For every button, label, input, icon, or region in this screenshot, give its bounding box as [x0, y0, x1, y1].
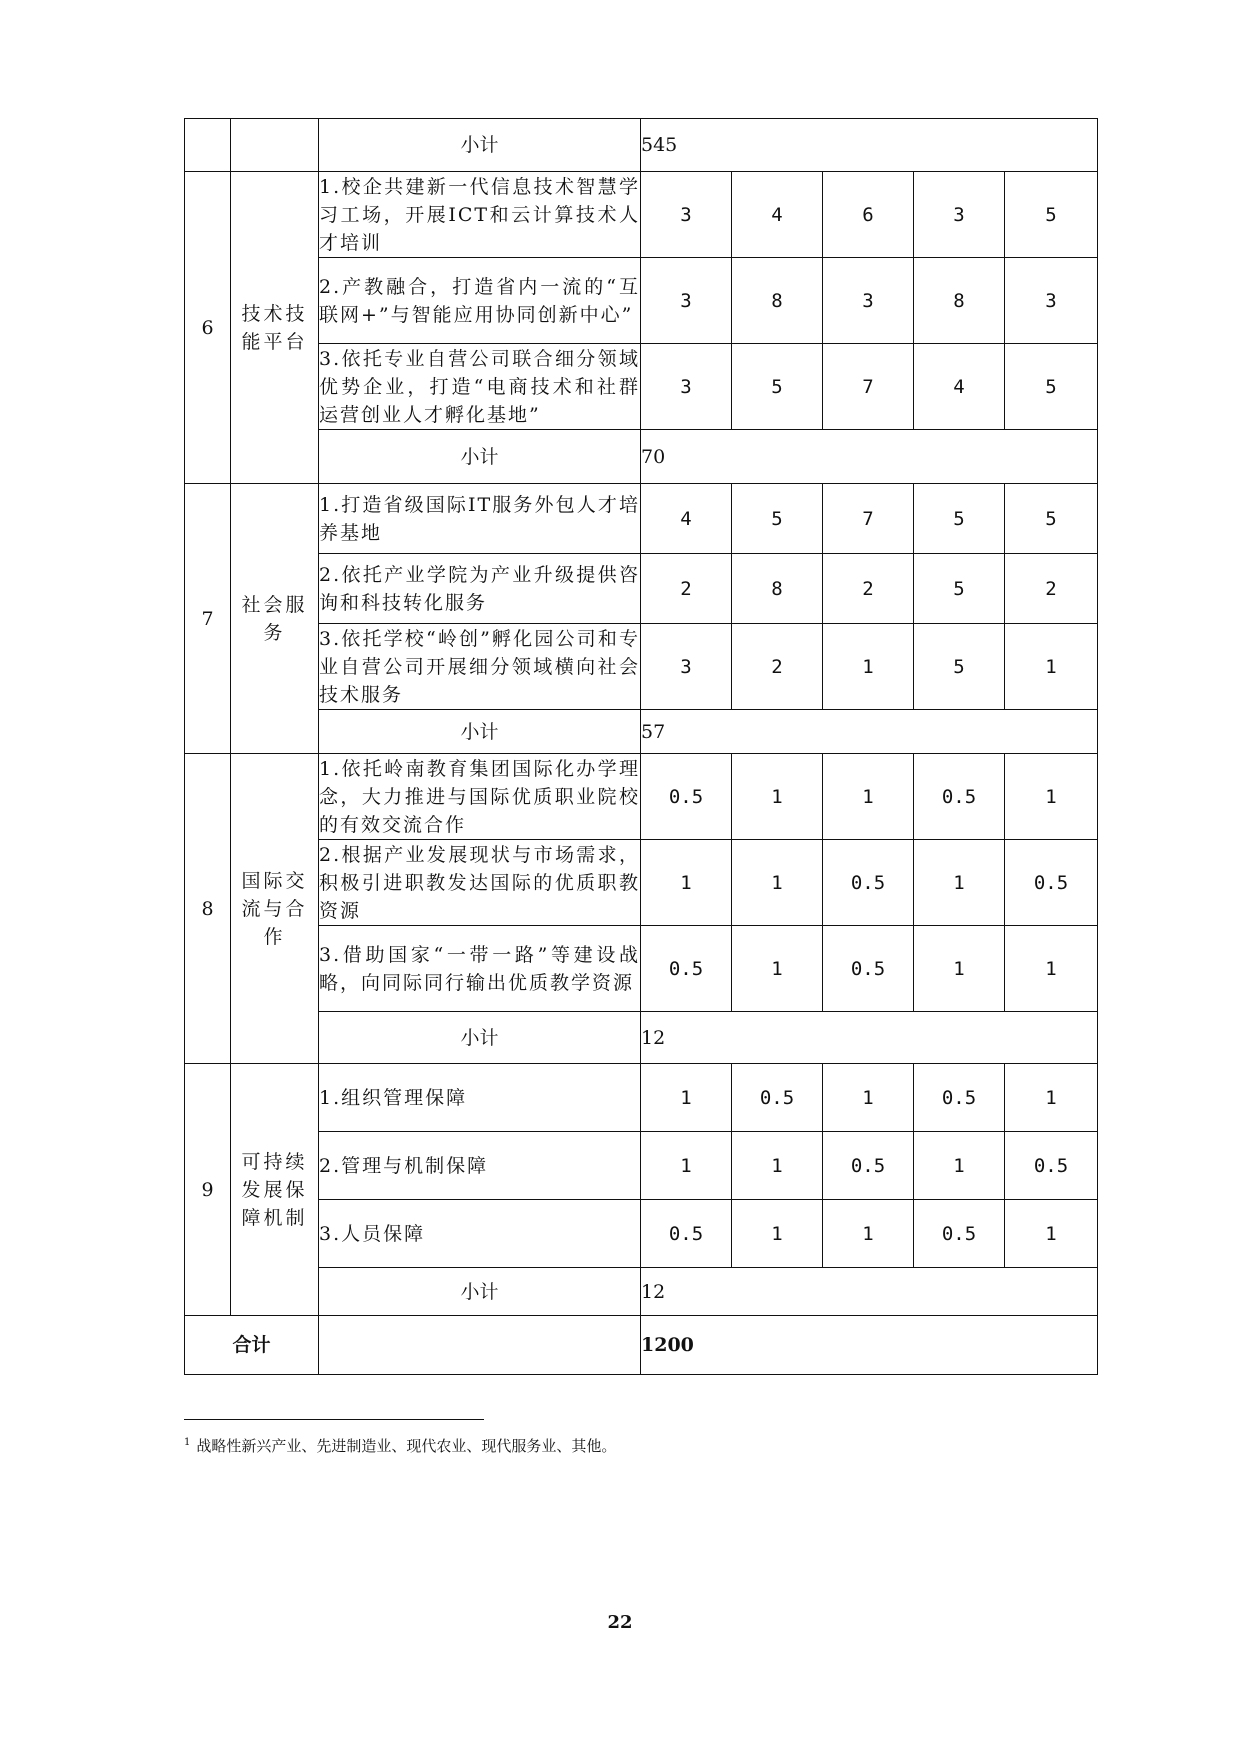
task-value: 1: [914, 926, 1005, 1012]
footnote-text: 战略性新兴产业、先进制造业、现代农业、现代服务业、其他。: [196, 1437, 617, 1455]
task-value: 3: [641, 624, 732, 710]
task-value: 1: [732, 1132, 823, 1200]
task-value: 3: [823, 258, 914, 344]
task-value: 1: [732, 926, 823, 1012]
task-value: 1: [1005, 624, 1098, 710]
task-description: 3.借助国家“一带一路”等建设战略，向同际同行输出优质教学资源: [319, 926, 641, 1012]
table-row: [185, 754, 1098, 840]
task-value: 0.5: [914, 754, 1005, 840]
table-row-subtotal: [185, 430, 1098, 484]
task-description: 2.根据产业发展现状与市场需求，积极引进职教发达国际的优质职教资源: [319, 840, 641, 926]
footnote: [184, 1432, 616, 1457]
subtotal-label: 小计: [319, 1268, 641, 1316]
task-value: 8: [732, 554, 823, 624]
task-value: 1: [1005, 926, 1098, 1012]
table-row: [185, 484, 1098, 554]
task-description: 3.依托学校“岭创”孵化园公司和专业自营公司开展细分领域横向社会技术服务: [319, 624, 641, 710]
task-description: 1.校企共建新一代信息技术智慧学习工场，开展ICT和云计算技术人才培训: [319, 172, 641, 258]
task-description: 2.管理与机制保障: [319, 1132, 641, 1200]
subtotal-label: 小计: [319, 710, 641, 754]
subtotal-value: 12: [641, 1268, 1098, 1316]
task-value: 7: [823, 344, 914, 430]
task-value: 5: [732, 344, 823, 430]
task-value: 5: [1005, 344, 1098, 430]
footnote-divider: [184, 1419, 484, 1420]
task-value: 0.5: [1005, 1132, 1098, 1200]
task-value: 0.5: [823, 926, 914, 1012]
task-value: 7: [823, 484, 914, 554]
task-value: 0.5: [641, 926, 732, 1012]
section-category: 社会服务: [231, 484, 319, 754]
task-value: 5: [1005, 172, 1098, 258]
subtotal-label: 小计: [319, 119, 641, 172]
subtotal-label: 小计: [319, 430, 641, 484]
task-value: 2: [1005, 554, 1098, 624]
empty-cell: [185, 119, 231, 172]
task-value: 5: [914, 554, 1005, 624]
task-description: 1.打造省级国际IT服务外包人才培养基地: [319, 484, 641, 554]
task-value: 2: [641, 554, 732, 624]
section-number: 6: [185, 172, 231, 484]
task-value: 1: [1005, 1064, 1098, 1132]
task-description: 3.人员保障: [319, 1200, 641, 1268]
subtotal-value: 545: [641, 119, 1098, 172]
task-value: 2: [823, 554, 914, 624]
task-value: 3: [641, 172, 732, 258]
table-row-subtotal: [185, 710, 1098, 754]
task-value: 0.5: [641, 1200, 732, 1268]
task-value: 4: [914, 344, 1005, 430]
table-row: [185, 554, 1098, 624]
section-number: 8: [185, 754, 231, 1064]
table-row: [185, 1064, 1098, 1132]
task-value: 4: [732, 172, 823, 258]
task-value: 1: [732, 754, 823, 840]
total-value: 1200: [641, 1316, 1098, 1375]
task-description: 2.依托产业学院为产业升级提供咨询和科技转化服务: [319, 554, 641, 624]
subtotal-label: 小计: [319, 1012, 641, 1064]
table-row: [185, 344, 1098, 430]
task-value: 1: [732, 840, 823, 926]
task-description: 1.依托岭南教育集团国际化办学理念，大力推进与国际优质职业院校的有效交流合作: [319, 754, 641, 840]
table-row: [185, 1200, 1098, 1268]
task-value: 1: [1005, 754, 1098, 840]
task-value: 1: [823, 1064, 914, 1132]
task-value: 1: [914, 840, 1005, 926]
task-value: 3: [641, 344, 732, 430]
empty-cell: [231, 119, 319, 172]
budget-table: [184, 118, 1098, 1375]
task-description: 1.组织管理保障: [319, 1064, 641, 1132]
section-category: 国际交流与合作: [231, 754, 319, 1064]
task-value: 1: [823, 624, 914, 710]
task-value: 6: [823, 172, 914, 258]
task-value: 1: [823, 754, 914, 840]
task-value: 1: [641, 1064, 732, 1132]
total-label: 合计: [185, 1316, 319, 1375]
section-category: 可持续发展保障机制: [231, 1064, 319, 1316]
task-value: 8: [914, 258, 1005, 344]
table-row-top-subtotal: [185, 119, 1098, 172]
section-category: 技术技能平台: [231, 172, 319, 484]
task-value: 1: [1005, 1200, 1098, 1268]
table-row: [185, 172, 1098, 258]
task-value: 1: [732, 1200, 823, 1268]
task-value: 0.5: [823, 840, 914, 926]
table-row-subtotal: [185, 1268, 1098, 1316]
page-number: 22: [607, 1612, 633, 1633]
subtotal-value: 57: [641, 710, 1098, 754]
empty-cell: [319, 1316, 641, 1375]
section-number: 7: [185, 484, 231, 754]
subtotal-value: 12: [641, 1012, 1098, 1064]
task-value: 5: [914, 484, 1005, 554]
table-row: [185, 624, 1098, 710]
table-body: [185, 119, 1098, 1375]
task-value: 1: [914, 1132, 1005, 1200]
task-description: 3.依托专业自营公司联合细分领域优势企业，打造“电商技术和社群运营创业人才孵化基地”: [319, 344, 641, 430]
task-value: 5: [1005, 484, 1098, 554]
task-value: 1: [823, 1200, 914, 1268]
task-value: 5: [914, 624, 1005, 710]
table-row: [185, 926, 1098, 1012]
task-description: 2.产教融合，打造省内一流的“互联网+”与智能应用协同创新中心”: [319, 258, 641, 344]
task-value: 4: [641, 484, 732, 554]
table-row-total: [185, 1316, 1098, 1375]
table-row: [185, 840, 1098, 926]
task-value: 3: [1005, 258, 1098, 344]
task-value: 0.5: [914, 1200, 1005, 1268]
task-value: 5: [732, 484, 823, 554]
task-value: 0.5: [732, 1064, 823, 1132]
task-value: 8: [732, 258, 823, 344]
task-value: 3: [914, 172, 1005, 258]
task-value: 0.5: [1005, 840, 1098, 926]
task-value: 0.5: [914, 1064, 1005, 1132]
task-value: 2: [732, 624, 823, 710]
table-row-subtotal: [185, 1012, 1098, 1064]
table-row: [185, 1132, 1098, 1200]
subtotal-value: 70: [641, 430, 1098, 484]
task-value: 1: [641, 840, 732, 926]
footnote-marker: 1: [184, 1437, 191, 1448]
task-value: 0.5: [823, 1132, 914, 1200]
task-value: 3: [641, 258, 732, 344]
section-number: 9: [185, 1064, 231, 1316]
table-row: [185, 258, 1098, 344]
task-value: 0.5: [641, 754, 732, 840]
task-value: 1: [641, 1132, 732, 1200]
